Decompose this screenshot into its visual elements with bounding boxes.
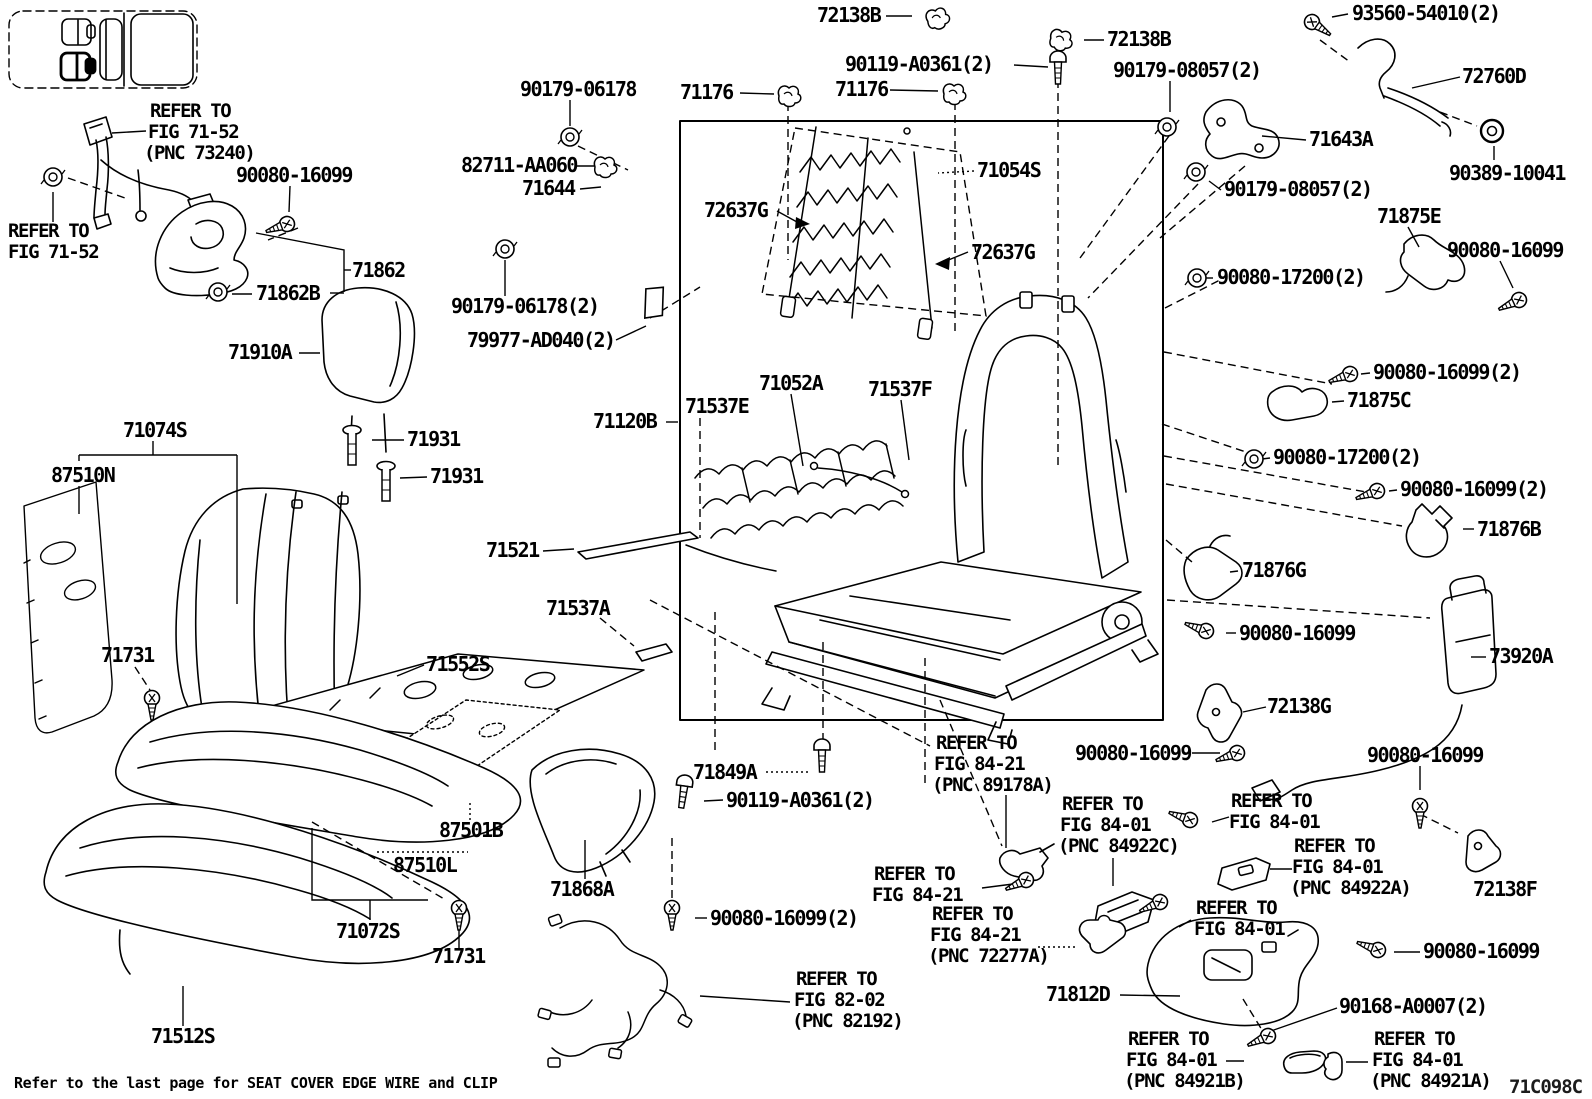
part-label-90168-A0007: 90168-A0007(2) — [1339, 994, 1487, 1018]
part-label-refer-8401d-1: REFER TO — [1196, 897, 1277, 919]
part-label-71054S: 71054S — [977, 158, 1041, 182]
part-label-refer-8401c-3: (PNC 84922C) — [1058, 835, 1179, 857]
leader-line — [1332, 401, 1344, 402]
part-label-refer-8421a-1: REFER TO — [936, 732, 1017, 754]
part-label-90080-16099x2-a: 90080-16099(2) — [1373, 360, 1521, 384]
nut-icon — [1184, 163, 1208, 181]
part-label-90080-16099-d: 90080-16099 — [1075, 741, 1191, 765]
leader-line — [616, 326, 646, 340]
rear-bench-icon — [100, 19, 122, 80]
part-label-71731-a: 71731 — [101, 643, 154, 667]
part-label-87510L: 87510L — [393, 853, 457, 877]
leader-line — [1361, 373, 1370, 374]
leader-line — [543, 549, 574, 551]
front-passenger-seat-icon — [62, 19, 95, 45]
part-label-71812D: 71812D — [1046, 982, 1110, 1006]
bolt-icon — [673, 774, 693, 809]
part-label-71052A: 71052A — [759, 371, 823, 395]
edge-wire-71537A — [636, 644, 672, 661]
part-label-refer-8401c-2: FIG 84-01 — [1060, 814, 1151, 836]
construction-line — [1080, 136, 1169, 258]
part-label-refer-8401m-1: REFER TO — [1231, 790, 1312, 812]
part-label-90179-08057-b: 90179-08057(2) — [1224, 177, 1372, 201]
part-label-79977-AD040: 79977-AD040(2) — [467, 328, 615, 352]
part-label-refer-8421c-2: FIG 84-21 — [930, 924, 1021, 946]
construction-line — [1420, 814, 1458, 833]
tag-icon — [642, 285, 666, 320]
part-label-71176-b: 71176 — [835, 77, 888, 101]
part-label-93560-54010: 93560-54010(2) — [1352, 1, 1500, 25]
bracket-72138G — [1197, 684, 1241, 742]
leader-line — [1500, 261, 1513, 288]
construction-line — [1088, 184, 1198, 298]
part-label-71072S: 71072S — [336, 919, 400, 943]
front-valance-71868A — [530, 749, 655, 876]
part-label-refer-8202-2: FIG 82-02 — [794, 989, 885, 1011]
part-label-71931-b: 71931 — [430, 464, 483, 488]
cable-72760D — [1358, 39, 1451, 136]
part-label-71521: 71521 — [486, 538, 539, 562]
arrowhead — [795, 217, 810, 229]
clip-icon — [1048, 28, 1074, 52]
part-label-90179-06178: 90179-06178 — [520, 77, 636, 101]
part-label-90080-17200-b: 90080-17200(2) — [1273, 445, 1421, 469]
bracket-71876B — [1406, 504, 1452, 557]
part-label-refer-7152a-1: REFER TO — [150, 100, 231, 122]
part-label-90080-16099-c: 90080-16099 — [1239, 621, 1355, 645]
headrest-71910A — [322, 288, 414, 454]
leader-line — [1014, 65, 1048, 67]
leader-line — [777, 211, 797, 222]
belt-retractor-73920A — [1252, 576, 1496, 801]
part-label-72637G-a: 72637G — [704, 198, 768, 222]
part-label-71862: 71862 — [352, 258, 405, 282]
leader-line — [1230, 571, 1238, 572]
leader-line — [580, 187, 601, 189]
part-label-71875C: 71875C — [1347, 388, 1411, 412]
screw-icon — [1214, 743, 1247, 767]
part-label-71537F: 71537F — [868, 377, 932, 401]
part-label-90080-16099-b: 90080-16099 — [1447, 238, 1563, 262]
part-label-71552S: 71552S — [426, 652, 490, 676]
part-label-refer-8401b1-1: REFER TO — [1128, 1028, 1209, 1050]
part-label-refer-8401b2-1: REFER TO — [1374, 1028, 1455, 1050]
leader-line — [1209, 181, 1221, 190]
clip-icon — [778, 86, 800, 107]
part-label-71849A: 71849A — [693, 760, 757, 784]
screw-icon — [1183, 616, 1216, 640]
construction-line — [1166, 484, 1402, 526]
part-label-90119-A0361-a: 90119-A0361(2) — [845, 52, 993, 76]
part-label-71731-b: 71731 — [432, 944, 485, 968]
front-driver-seat-icon — [61, 53, 95, 80]
part-label-87510N: 87510N — [51, 463, 115, 487]
screw-icon — [145, 691, 160, 721]
part-label-71120B: 71120B — [593, 409, 657, 433]
leader-line — [400, 477, 427, 478]
knob-84921B — [1284, 1051, 1326, 1073]
arrowhead — [935, 257, 950, 270]
part-label-90080-16099-e: 90080-16099 — [1367, 743, 1483, 767]
construction-line — [135, 667, 150, 690]
part-label-71876G: 71876G — [1242, 558, 1306, 582]
leader-line — [890, 90, 938, 91]
leader-line — [1243, 707, 1266, 712]
recliner-cover-71862 — [155, 201, 247, 295]
part-label-refer-8401a-3: (PNC 84922A) — [1290, 877, 1411, 899]
part-label-71074S: 71074S — [123, 418, 187, 442]
part-label-refer-7152b-1: REFER TO — [8, 220, 89, 242]
part-label-refer-8401b1-2: FIG 84-01 — [1126, 1049, 1217, 1071]
clip-icon — [943, 84, 965, 105]
bracket-71876G — [1184, 535, 1242, 599]
screw-icon — [1302, 12, 1335, 41]
clip-icon — [594, 157, 616, 178]
part-label-90080-16099x2-c: 90080-16099(2) — [710, 906, 858, 930]
screw-icon — [1354, 481, 1387, 505]
part-label-90179-08057-a: 90179-08057(2) — [1113, 58, 1261, 82]
part-label-71644: 71644 — [522, 176, 575, 200]
part-label-refer-8401b1-3: (PNC 84921B) — [1124, 1070, 1245, 1092]
part-label-refer-8401b2-3: (PNC 84921A) — [1370, 1070, 1491, 1092]
part-label-90119-A0361-b: 90119-A0361(2) — [726, 788, 874, 812]
part-label-refer-8421a-3: (PNC 89178A) — [932, 774, 1053, 796]
leader-line — [700, 996, 790, 1002]
screw-icon — [665, 901, 680, 931]
stud-icon — [343, 426, 361, 466]
part-label-refer-8401a-1: REFER TO — [1294, 835, 1375, 857]
nut-icon — [493, 240, 517, 258]
part-label-90080-17200-a: 90080-17200(2) — [1217, 265, 1365, 289]
wire-harness — [538, 914, 693, 1067]
part-label-refer-8401c-1: REFER TO — [1062, 793, 1143, 815]
part-label-90080-16099x2-b: 90080-16099(2) — [1400, 477, 1548, 501]
construction-line — [600, 618, 634, 646]
part-label-72138B-a: 72138B — [817, 3, 881, 27]
construction-line — [1166, 540, 1192, 562]
stud-icon — [377, 462, 395, 502]
part-label-72138B-b: 72138B — [1107, 27, 1171, 51]
construction-line — [1164, 352, 1332, 384]
part-label-refer-7152b-2: FIG 71-52 — [8, 241, 99, 263]
part-label-refer-8202-3: (PNC 82192) — [792, 1010, 903, 1032]
part-label-72760D: 72760D — [1462, 64, 1526, 88]
construction-line — [1320, 40, 1350, 62]
nut-icon — [1185, 269, 1209, 287]
construction-line — [1167, 600, 1430, 618]
part-label-72637G-b: 72637G — [971, 240, 1035, 264]
part-label-71868A: 71868A — [550, 877, 614, 901]
footer-note: Refer to the last page for SEAT COVER EDGE WIRE and CLIP — [14, 1074, 498, 1092]
part-label-71176-a: 71176 — [680, 80, 733, 104]
screw-icon — [1496, 290, 1529, 316]
part-label-71862B: 71862B — [256, 281, 320, 305]
cushion-wire-71537E — [686, 545, 776, 571]
leader-line — [901, 400, 909, 460]
vehicle-inset — [9, 11, 197, 88]
suspension-mat-71052A — [686, 441, 909, 571]
part-label-refer-8401a-2: FIG 84-01 — [1292, 856, 1383, 878]
diagram-code: 71C098C — [1509, 1076, 1583, 1098]
screw-icon — [1245, 1026, 1278, 1052]
screw-icon — [1327, 364, 1360, 388]
clip-84921A — [1324, 1052, 1342, 1079]
nut-icon — [558, 128, 582, 146]
leader-line — [946, 252, 968, 261]
part-label-71512S: 71512S — [151, 1024, 215, 1048]
leader-line — [1412, 77, 1460, 88]
part-label-71537A: 71537A — [546, 596, 610, 620]
part-label-87501B: 87501B — [439, 818, 503, 842]
bolt-icon — [814, 739, 830, 772]
bracket-71643A — [1204, 100, 1279, 159]
seat-frame — [762, 292, 1158, 744]
bracket-72138F — [1466, 830, 1501, 872]
construction-line — [1162, 424, 1246, 452]
heater-pad-87510N — [24, 482, 112, 733]
part-label-refer-8421c-1: REFER TO — [932, 903, 1013, 925]
part-label-71537E: 71537E — [685, 394, 749, 418]
leader-line — [740, 93, 774, 94]
part-label-refer-8421c-3: (PNC 72277A) — [928, 945, 1049, 967]
part-label-90179-06178-2: 90179-06178(2) — [451, 294, 599, 318]
leader-line — [1212, 817, 1229, 822]
leader-line — [704, 800, 723, 801]
part-label-refer-8401b2-2: FIG 84-01 — [1372, 1049, 1463, 1071]
part-label-90389-10041: 90389-10041 — [1449, 161, 1565, 185]
part-label-refer-8202-1: REFER TO — [796, 968, 877, 990]
part-label-72138G: 72138G — [1267, 694, 1331, 718]
part-label-refer-7152a-3: (PNC 73240) — [144, 142, 255, 164]
part-label-90080-16099-k: 90080-16099 — [1423, 939, 1539, 963]
nut-icon — [41, 168, 65, 186]
part-label-refer-8421b-1: REFER TO — [874, 863, 955, 885]
part-label-71931-a: 71931 — [407, 427, 460, 451]
leader-line — [289, 186, 290, 212]
screw-icon — [1413, 799, 1428, 829]
part-label-71643A: 71643A — [1309, 127, 1373, 151]
nut-icon — [1242, 450, 1266, 468]
grommet-icon — [1481, 120, 1503, 142]
screw-icon — [1167, 805, 1200, 829]
leader-line — [938, 171, 974, 173]
part-label-refer-8401d-2: FIG 84-01 — [1194, 918, 1285, 940]
switch-84922A — [1218, 858, 1270, 890]
part-label-90080-16099-a: 90080-16099 — [236, 163, 352, 187]
part-label-refer-8421a-2: FIG 84-21 — [934, 753, 1025, 775]
part-label-refer-7152a-2: FIG 71-52 — [148, 121, 239, 143]
leader-line — [1332, 14, 1348, 17]
part-label-71875E: 71875E — [1377, 204, 1441, 228]
hinge-cover-71875C — [1268, 386, 1328, 420]
seatback-spring-71054S — [780, 127, 933, 340]
part-label-71876B: 71876B — [1477, 517, 1541, 541]
part-label-refer-8421b-2: FIG 84-21 — [872, 884, 963, 906]
leader-line — [1389, 490, 1397, 491]
part-label-refer-8401m-2: FIG 84-01 — [1229, 811, 1320, 833]
screw-icon — [1355, 935, 1388, 959]
leader-line — [1120, 995, 1180, 996]
part-label-71910A: 71910A — [228, 340, 292, 364]
clip-icon — [925, 6, 952, 32]
part-label-73920A: 73920A — [1489, 644, 1553, 668]
part-label-82711-AA060: 82711-AA060 — [461, 153, 577, 177]
leader-line — [112, 131, 146, 133]
bolt-icon — [1050, 51, 1066, 84]
part-label-72138F: 72138F — [1473, 877, 1537, 901]
